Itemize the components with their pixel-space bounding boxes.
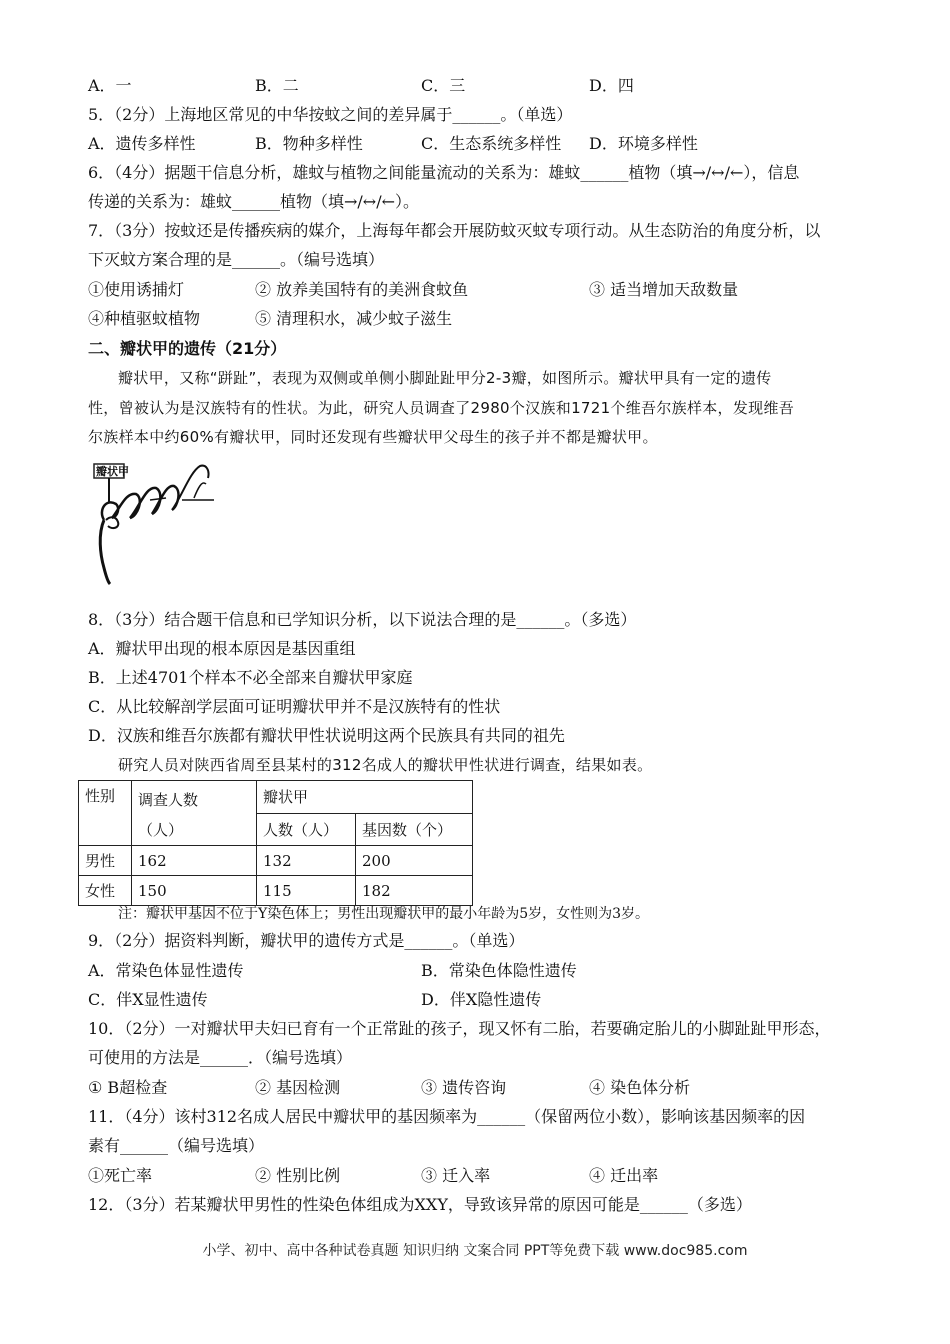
q10-option-3: ③ 遗传咨询 bbox=[421, 1078, 507, 1097]
table-note: 注：瓣状甲基因不位于Y染色体上；男性出现瓣状甲的最小年龄为5岁，女性则为3岁。 bbox=[118, 906, 650, 922]
q9-stem: 9．（2分）据资料判断，瓣状甲的遗传方式是______。（单选） bbox=[88, 931, 525, 950]
survey-intro: 研究人员对陕西省周至县某村的312名成人的瓣状甲性状进行调查，结果如表。 bbox=[118, 756, 653, 774]
q9-option-b: B．常染色体隐性遗传 bbox=[421, 961, 577, 980]
table-header-genes: 基因数（个） bbox=[356, 813, 473, 846]
q10-line1: 10．（2分）一对瓣状甲夫妇已育有一个正常趾的孩子，现又怀有二胎，若要确定胎儿的小脚趾趾甲形态， bbox=[88, 1019, 831, 1038]
q12-stem: 12．（3分）若某瓣状甲男性的性染色体组成为XXY，导致该异常的原因可能是______（多选） bbox=[88, 1195, 752, 1214]
q11-line2: 素有______（编号选填） bbox=[88, 1136, 265, 1155]
table-header-sex: 性别 bbox=[79, 781, 132, 846]
q9-option-c: C．伴X显性遗传 bbox=[88, 990, 208, 1009]
q8-option-b: B．上述4701个样本不必全部来自瓣状甲家庭 bbox=[88, 668, 413, 687]
table-cell-genes: 182 bbox=[356, 876, 473, 906]
q8-option-d: D．汉族和维吾尔族都有瓣状甲性状说明这两个民族具有共同的祖先 bbox=[88, 726, 565, 745]
table-header-people: 人数（人） bbox=[257, 813, 356, 846]
q10-option-2: ② 基因检测 bbox=[255, 1078, 341, 1097]
q8-stem: 8．（3分）结合题干信息和已学知识分析，以下说法合理的是______。（多选） bbox=[88, 610, 637, 629]
table-cell-sex: 女性 bbox=[79, 876, 132, 906]
q11-line1: 11．（4分）该村312名成人居民中瓣状甲的基因频率为______（保留两位小数），影响该基因频率的因 bbox=[88, 1107, 806, 1126]
split-nail-figure bbox=[90, 458, 230, 588]
q11-option-4: ④ 迁出率 bbox=[589, 1166, 659, 1185]
q7-option-4: ④种植驱蚊植物 bbox=[88, 309, 201, 328]
q5-option-a: A．遗传多样性 bbox=[88, 134, 196, 153]
q8-option-c: C．从比较解剖学层面可证明瓣状甲并不是汉族特有的性状 bbox=[88, 697, 501, 716]
q5-stem: 5．（2分）上海地区常见的中华按蚊之间的差异属于______。（单选） bbox=[88, 105, 573, 124]
q6-line1: 6．（4分）据题干信息分析，雄蚊与植物之间能量流动的关系为：雄蚊______植物（填→/↔/←），信息 bbox=[88, 163, 800, 182]
q4-option-a: A．一 bbox=[88, 76, 132, 95]
table-row bbox=[79, 876, 473, 906]
table-header-total-line1: 调查人数 bbox=[138, 791, 199, 809]
q7-line2: 下灭蚊方案合理的是______。（编号选填） bbox=[88, 250, 385, 269]
survey-table bbox=[78, 780, 473, 906]
q10-option-4: ④ 染色体分析 bbox=[589, 1078, 691, 1097]
q11-option-2: ② 性别比例 bbox=[255, 1166, 341, 1185]
q4-option-b: B．二 bbox=[255, 76, 299, 95]
q9-option-d: D．伴X隐性遗传 bbox=[421, 990, 542, 1009]
table-header-nail-group: 瓣状甲 bbox=[257, 781, 473, 814]
split-nail-sketch bbox=[90, 458, 230, 588]
q11-option-3: ③ 迁入率 bbox=[421, 1166, 491, 1185]
table-row bbox=[79, 846, 473, 876]
footer-link[interactable]: 小学、初中、高中各种试卷真题 知识归纳 文案合同 PPT等免费下载 www.doc985.com bbox=[202, 1243, 748, 1259]
table-cell-genes: 200 bbox=[356, 846, 473, 876]
section2-intro-2: 性，曾被认为是汉族特有的性状。为此，研究人员调查了2980个汉族和1721个维吾尔族样本，发现维吾 bbox=[88, 399, 795, 417]
figure-label: 瓣状甲 bbox=[96, 465, 129, 478]
section2-title: 二、瓣状甲的遗传（21分） bbox=[88, 339, 287, 358]
q9-option-a: A．常染色体显性遗传 bbox=[88, 961, 244, 980]
q7-option-5: ⑤ 清理积水，减少蚊子滋生 bbox=[255, 309, 453, 328]
section2-intro-3: 尔族样本中约60%有瓣状甲，同时还发现有些瓣状甲父母生的孩子并不都是瓣状甲。 bbox=[88, 428, 658, 446]
q4-option-d: D．四 bbox=[589, 76, 634, 95]
table-header-total-line2: （人） bbox=[138, 821, 184, 839]
q5-option-d: D．环境多样性 bbox=[589, 134, 698, 153]
q10-line2: 可使用的方法是______．（编号选填） bbox=[88, 1048, 353, 1067]
section2-intro-1: 瓣状甲，又称“跰趾”，表现为双侧或单侧小脚趾趾甲分2-3瓣，如图所示。瓣状甲具有一定的遗传 bbox=[118, 369, 772, 387]
q7-option-2: ② 放养美国特有的美洲食蚊鱼 bbox=[255, 280, 469, 299]
q7-option-1: ①使用诱捕灯 bbox=[88, 280, 185, 299]
q6-line2: 传递的关系为：雄蚊______植物（填→/↔/←）。 bbox=[88, 192, 420, 211]
table-cell-total: 150 bbox=[132, 876, 257, 906]
q7-option-3: ③ 适当增加天敌数量 bbox=[589, 280, 739, 299]
table-cell-people: 132 bbox=[257, 846, 356, 876]
q5-option-b: B．物种多样性 bbox=[255, 134, 363, 153]
q5-option-c: C．生态系统多样性 bbox=[421, 134, 562, 153]
q10-option-1: ① B超检查 bbox=[88, 1078, 168, 1097]
q8-option-a: A．瓣状甲出现的根本原因是基因重组 bbox=[88, 639, 356, 658]
table-cell-people: 115 bbox=[257, 876, 356, 906]
table-cell-sex: 男性 bbox=[79, 846, 132, 876]
table-header-total bbox=[132, 781, 257, 846]
q11-option-1: ①死亡率 bbox=[88, 1166, 153, 1185]
q4-option-c: C．三 bbox=[421, 76, 466, 95]
q7-line1: 7．（3分）按蚊还是传播疾病的媒介，上海每年都会开展防蚊灭蚊专项行动。从生态防治的角度分析，以 bbox=[88, 221, 821, 240]
table-cell-total: 162 bbox=[132, 846, 257, 876]
